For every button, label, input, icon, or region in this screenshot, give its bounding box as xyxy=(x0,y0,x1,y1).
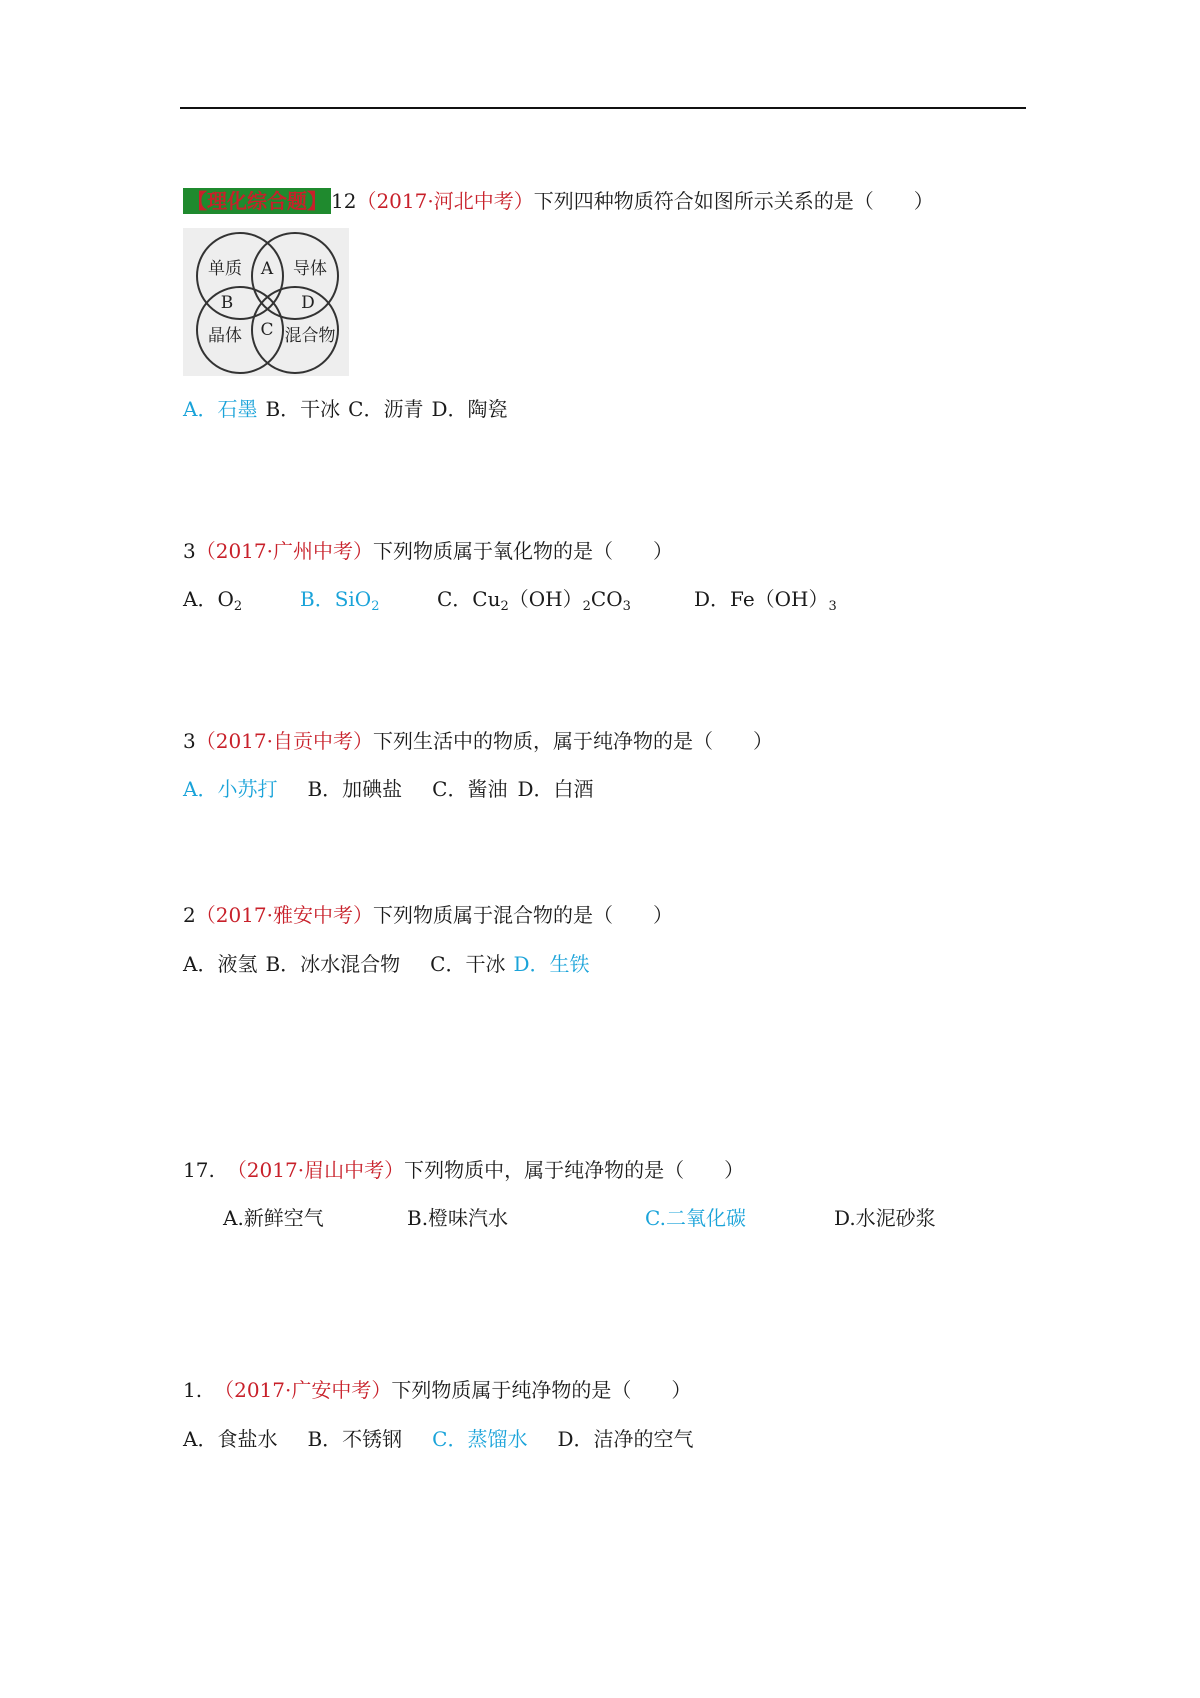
venn-diagram xyxy=(183,228,349,376)
question-3-options xyxy=(183,776,594,802)
question-source: （2017·河北中考） xyxy=(356,189,534,213)
option-a: A．液氢 xyxy=(183,952,258,976)
option-c: C．沥青 xyxy=(348,397,424,421)
question-2-stem-line xyxy=(183,538,673,564)
question-6-options xyxy=(183,1426,694,1452)
option-b: B．干冰 xyxy=(265,397,341,421)
venn-label-a: A xyxy=(260,259,274,279)
question-number: 3 xyxy=(183,539,196,563)
question-4-options xyxy=(183,951,590,977)
question-stem: 下列物质属于氧化物的是（ ） xyxy=(373,539,673,563)
question-source: （2017·自贡中考） xyxy=(195,729,373,753)
option-b: B.橙味汽水 xyxy=(407,1206,509,1230)
question-stem: 下列四种物质符合如图所示关系的是（ ） xyxy=(533,189,934,213)
option-d: D．$Fe(OH)_3$ xyxy=(694,587,837,614)
question-number: 2 xyxy=(183,903,196,927)
option-a: A．石墨 xyxy=(183,397,258,421)
option-a: A．食盐水 xyxy=(183,1427,278,1451)
question-4-stem-line xyxy=(183,902,673,928)
option-c: C．干冰 xyxy=(430,952,506,976)
question-number: 3 xyxy=(183,729,196,753)
question-tag: 【理化综合题】 xyxy=(183,188,331,214)
option-b: B．加碘盐 xyxy=(307,777,403,801)
question-source: （2017·眉山中考） xyxy=(226,1158,405,1182)
option-a: A.新鲜空气 xyxy=(223,1206,324,1230)
question-number: 17. xyxy=(183,1158,215,1182)
question-source: （2017·广州中考） xyxy=(195,539,373,563)
option-b: B．冰水混合物 xyxy=(265,952,401,976)
question-6-stem-line xyxy=(183,1377,691,1403)
question-3-stem-line xyxy=(183,728,773,754)
venn-label-c: C xyxy=(260,320,274,340)
option-a: A．小苏打 xyxy=(183,777,278,801)
header-rule xyxy=(180,107,1026,109)
venn-label-bottom-left: 晶体 xyxy=(208,326,242,346)
option-d: D．洁净的空气 xyxy=(557,1427,694,1451)
option-d: D.水泥砂浆 xyxy=(834,1206,936,1230)
option-d: D．生铁 xyxy=(513,952,590,976)
venn-label-top-left: 单质 xyxy=(208,259,242,279)
question-stem: 下列物质中，属于纯净物的是（ ） xyxy=(404,1158,745,1182)
option-b: B．SiO$_2$ xyxy=(300,587,380,614)
question-stem: 下列物质属于混合物的是（ ） xyxy=(373,903,673,927)
question-stem: 下列生活中的物质，属于纯净物的是（ ） xyxy=(373,729,773,753)
option-c: C．$Cu_2(OH)_2CO_3$ xyxy=(437,587,631,614)
option-d: D．白酒 xyxy=(517,777,594,801)
option-a: A．$O_2$ xyxy=(183,587,243,614)
question-source: （2017·雅安中考） xyxy=(195,903,373,927)
option-d: D．陶瓷 xyxy=(431,397,508,421)
venn-label-bottom-right: 混合物 xyxy=(284,326,336,346)
question-1-stem-line xyxy=(183,188,934,214)
option-c: C．蒸馏水 xyxy=(432,1427,528,1451)
option-b: B．不锈钢 xyxy=(307,1427,403,1451)
question-stem: 下列物质属于纯净物的是（ ） xyxy=(391,1378,692,1402)
question-source: （2017·广安中考） xyxy=(214,1378,392,1402)
question-number: 1. xyxy=(183,1378,203,1402)
option-c: C.二氧化碳 xyxy=(645,1206,746,1230)
question-1-options xyxy=(183,396,508,422)
venn-label-d: D xyxy=(301,293,315,313)
question-number: 12 xyxy=(331,189,357,213)
option-c: C．酱油 xyxy=(432,777,508,801)
venn-label-top-right: 导体 xyxy=(293,259,327,279)
question-5-stem-line xyxy=(183,1157,744,1183)
venn-label-b: B xyxy=(220,293,234,313)
